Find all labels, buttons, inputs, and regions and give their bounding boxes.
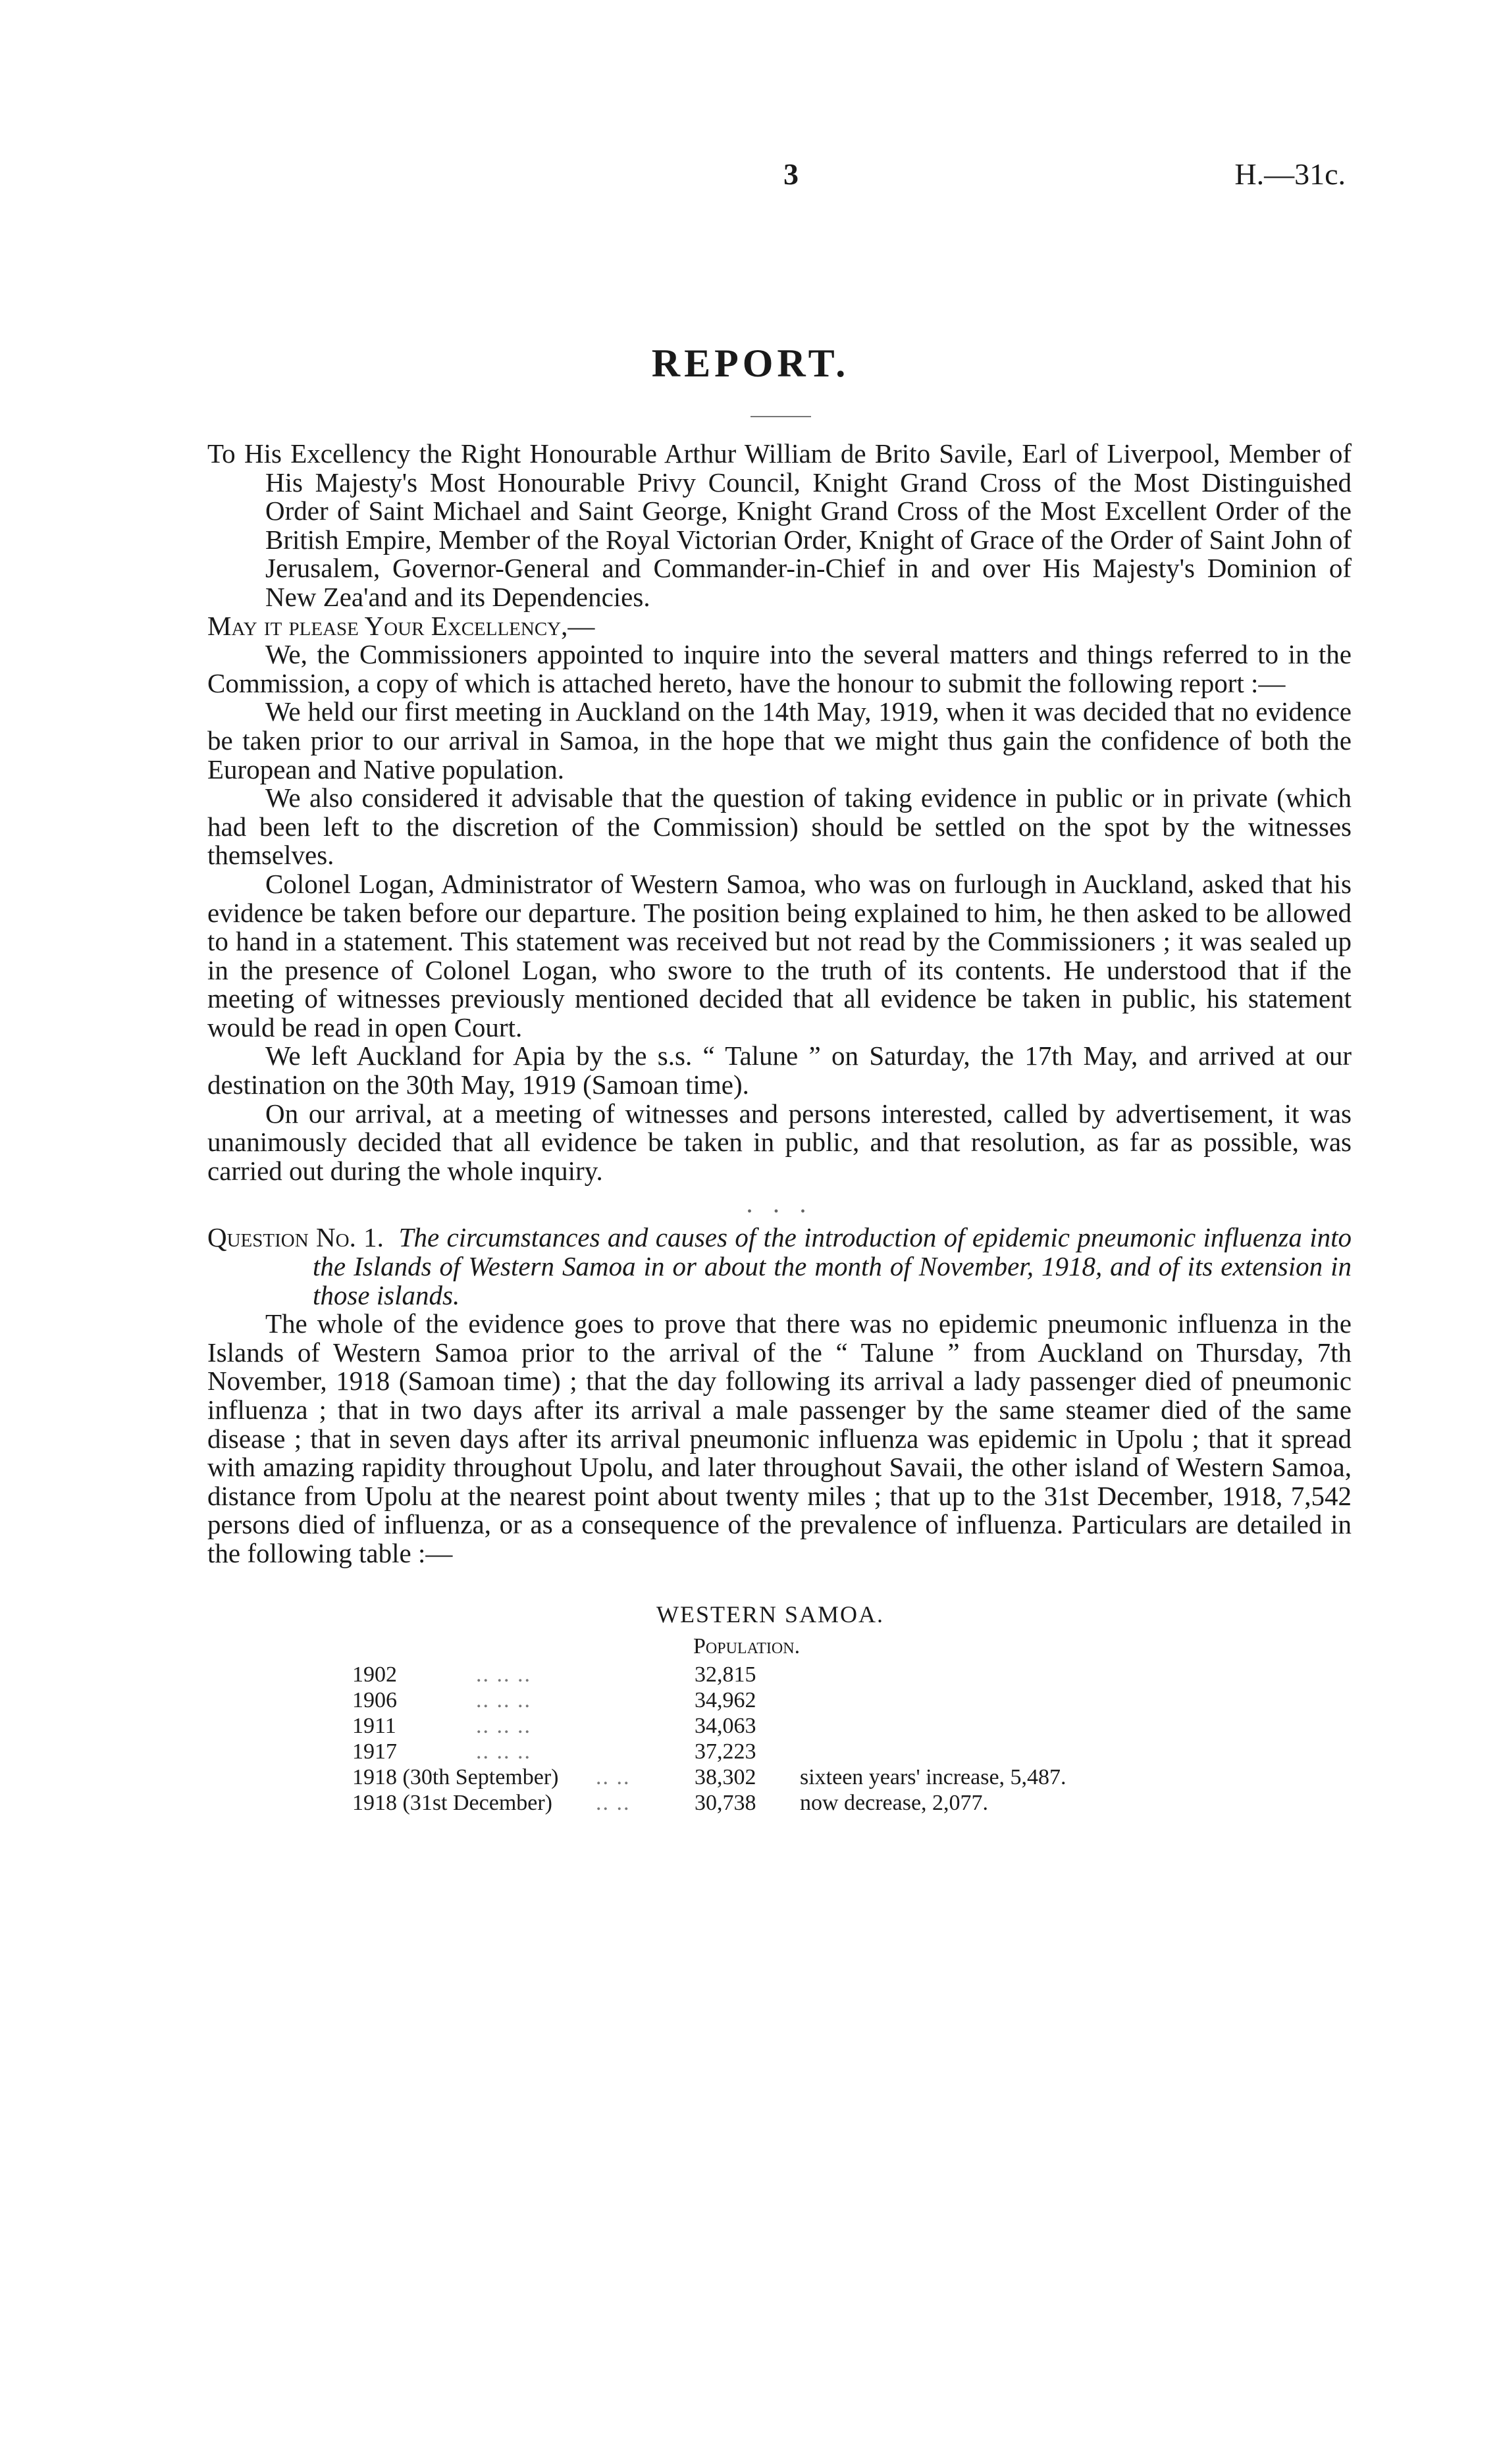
row-year: 1918 (30th September)	[352, 1764, 559, 1789]
row-value: 38,302	[695, 1764, 756, 1789]
table-row	[352, 1764, 1352, 1790]
row-leader: .. ..	[596, 1790, 631, 1815]
table-row	[352, 1662, 1352, 1687]
row-year: 1906	[352, 1687, 397, 1712]
row-leader: .. ..	[596, 1764, 631, 1789]
paragraph-2: We held our first meeting in Auckland on the 14th May, 1919, when it was decided that no evidence be taken prior to our arrival in Samoa, in the hope that we might thus gain the confidence of both the European and Native population.	[207, 696, 1352, 784]
row-year: 1911	[352, 1713, 396, 1738]
table-row	[352, 1687, 1352, 1713]
row-value: 34,962	[695, 1687, 756, 1712]
salutation: May it please Your Excellency,—	[207, 610, 595, 641]
paragraph-5: We left Auckland for Apia by the s.s. “ Talune ” on Saturday, the 17th May, and arrived at our destination on the 30th May, 1919 (Samoan time).	[207, 1040, 1352, 1100]
address-paragraph: To His Excellency the Right Honourable Arthur William de Brito Savile, Earl of Liverpool, Member of His Majesty's Most Honourable Privy Council, Knight Grand Cross of the Most Distinguished Order of Saint Michael and Saint George, Knight Grand Cross of the Most Excellent Order of the British Empire, Member of the Royal Victorian Order, Knight of Grace of the Order of Saint John of Jerusalem, Governor-General and Commander-in-Chief in and over His Majesty's Dominion of New Zea'and and its Dependencies.	[207, 438, 1352, 612]
row-year: 1918 (31st December)	[352, 1790, 553, 1815]
row-value: 34,063	[695, 1713, 756, 1738]
population-table	[207, 1597, 1352, 1816]
row-leader: .. .. ..	[476, 1739, 531, 1764]
row-value: 37,223	[695, 1739, 756, 1764]
paragraph-1: We, the Commissioners appointed to inquire into the several matters and things referred to in the Commission, a copy of which is attached hereto, have the honour to submit the following report :—	[207, 639, 1352, 698]
table-row	[352, 1739, 1352, 1764]
report-body	[207, 440, 1352, 1816]
page-number: 3	[783, 157, 799, 191]
title-rule	[750, 416, 811, 417]
paragraph-3: We also considered it advisable that the question of taking evidence in public or in private (which had been left to the discretion of the Commission) should be settled on the spot by the witnesses themselves.	[207, 783, 1352, 871]
row-year: 1917	[352, 1739, 397, 1764]
section-separator: . . .	[746, 1188, 813, 1219]
row-leader: .. .. ..	[476, 1713, 531, 1738]
paragraph-6: On our arrival, at a meeting of witnesses and persons interested, called by advertisement, it was unanimously decided that all evidence be taken in public, and that resolution, as far as possible, was carried out during the whole inquiry.	[207, 1098, 1352, 1186]
row-value: 30,738	[695, 1790, 756, 1815]
report-title: REPORT.	[651, 342, 850, 385]
table-title: WESTERN SAMOA.	[656, 1601, 885, 1628]
document-code: H.—31c.	[1234, 157, 1346, 191]
table-row	[352, 1713, 1352, 1739]
row-value: 32,815	[695, 1662, 756, 1687]
row-leader: .. .. ..	[476, 1662, 531, 1687]
paragraph-4: Colonel Logan, Administrator of Western Samoa, who was on furlough in Auckland, asked that his evidence be taken before our departure. The position being explained to him, he then asked to be allowed to hand in a statement. This statement was received but not read by the Commissioners ; it was sealed up in the presence of Colonel Logan, who swore to the truth of its contents. He understood that if the meeting of witnesses previously mentioned decided that all evidence be taken in public, his statement would be read in open Court.	[207, 868, 1352, 1042]
row-note: sixteen years' increase, 5,487.	[800, 1764, 1066, 1789]
row-note: now decrease, 2,077.	[800, 1790, 989, 1815]
question-label: Question No. 1.	[207, 1222, 384, 1253]
table-subtitle: Population.	[693, 1633, 801, 1658]
question-text: The circumstances and causes of the introduction of epidemic pneumonic influenza into the Islands of Western Samoa in or about the month of November, 1918, and of its extension in those islands.	[313, 1222, 1352, 1310]
question-answer: The whole of the evidence goes to prove that there was no epidemic pneumonic influenza in the Islands of Western Samoa prior to the arrival of the “ Talune ” from Auckland on Thursday, 7th November, 1918 (Samoan time) ; that the day following its arrival a lady passenger died of pneumonic influenza ; that in two days after its arrival a male passenger by the same steamer died of the same disease ; that in seven days after its arrival pneumonic influenza was epidemic in Upolu ; that it spread with amazing rapidity throughout Upolu, and later throughout Savaii, the other island of Western Samoa, distance from Upolu at the nearest point about twenty miles ; that up to the 31st December, 1918, 7,542 persons died of influenza, or as a consequence of the prevalence of influenza. Particulars are detailed in the following table :—	[207, 1308, 1352, 1568]
question-heading	[207, 1223, 1352, 1310]
row-leader: .. .. ..	[476, 1687, 531, 1712]
row-year: 1902	[352, 1662, 397, 1687]
table-row	[352, 1790, 1352, 1816]
